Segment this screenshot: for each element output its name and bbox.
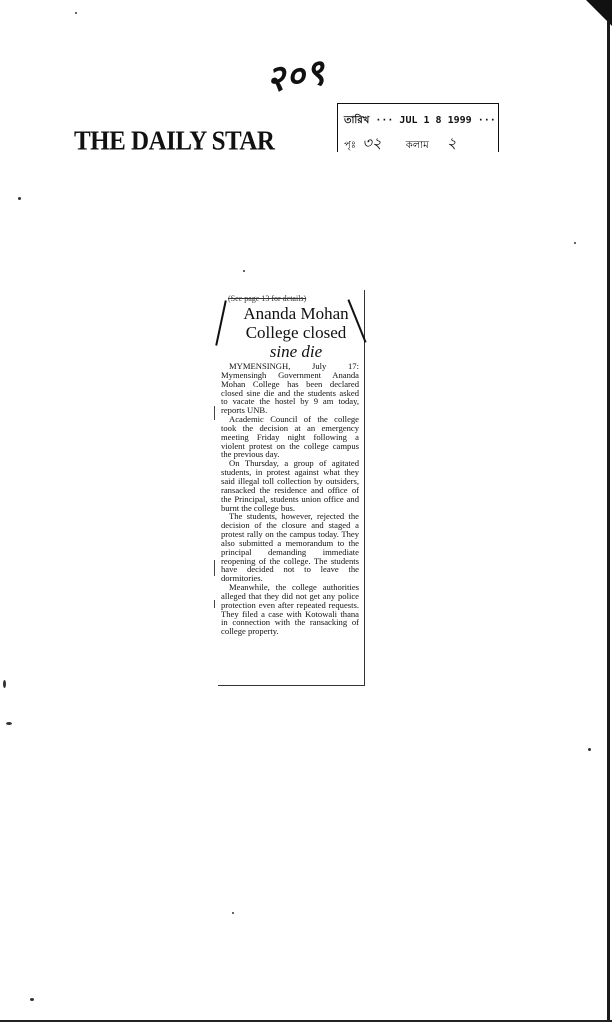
- scan-bottom-line: [0, 1020, 612, 1022]
- stamp-column-number: ২: [446, 134, 457, 152]
- article-headline: [232, 304, 360, 342]
- clipping-top-fragment: (See page 13 for details): [228, 294, 307, 303]
- scan-speck: [18, 197, 21, 200]
- headline-line-2: College closed: [245, 323, 347, 342]
- stamp-column-label: কলাম: [405, 140, 429, 151]
- scan-speck: [6, 722, 12, 725]
- scan-speck: [588, 748, 591, 751]
- article-paragraph: Academic Council of the college took the decision at an emergency meeting Friday night following a violent protest on the college campus the previous day.: [221, 414, 359, 460]
- headline-bracket-left: [215, 300, 227, 345]
- stamp-page-label: পৃঃ: [344, 140, 357, 151]
- handwritten-number: २०९: [263, 52, 329, 101]
- news-clipping: [218, 290, 365, 686]
- cut-mark: [214, 600, 215, 608]
- clipping-cut-marks: [214, 400, 216, 620]
- scan-speck: [574, 242, 576, 244]
- scan-speck: [243, 270, 245, 272]
- article-paragraph: MYMENSINGH, July 17: Mymensingh Government Ananda Mohan College has been declared closed sine die and the students asked to vacate the hostel by 9 am today, reports UNB.: [221, 361, 359, 416]
- scan-edge-line: [607, 20, 610, 1020]
- article-paragraph: On Thursday, a group of agitated students, in protest against what they said illegal toll collection by outsiders, ransacked the residence and office of the Principal, students union office and burnt the college bus.: [221, 458, 359, 513]
- article-body: [221, 362, 359, 636]
- scan-speck: [232, 912, 234, 914]
- article-paragraph: Meanwhile, the college authorities alleged that they did not get any police protection even after repeated requests. They filed a case with Kotowali thana in connection with the ransacking of college property.: [221, 582, 359, 637]
- newspaper-masthead: THE DAILY STAR: [74, 126, 275, 157]
- scan-speck: [3, 680, 6, 688]
- stamp-page-number: ৩২: [362, 134, 382, 152]
- headline-line-1: Ananda Mohan: [243, 304, 349, 323]
- stamp-date-row: তারিখ ··· JUL 1 8 1999 ···: [344, 115, 496, 126]
- cut-mark: [214, 560, 215, 576]
- stamp-page-row: [344, 132, 457, 157]
- article-paragraph: The students, however, rejected the decision of the closure and staged a protest rally on the campus today. They also submitted a memorandum to the principal demanding immediate reopening of the college. The students have decided not to leave the dormitories.: [221, 511, 359, 584]
- scan-speck: [75, 12, 77, 14]
- scan-speck: [30, 998, 34, 1001]
- article-subhead: sine die: [269, 342, 323, 361]
- cut-mark: [214, 406, 215, 420]
- archive-date-stamp: [337, 103, 499, 152]
